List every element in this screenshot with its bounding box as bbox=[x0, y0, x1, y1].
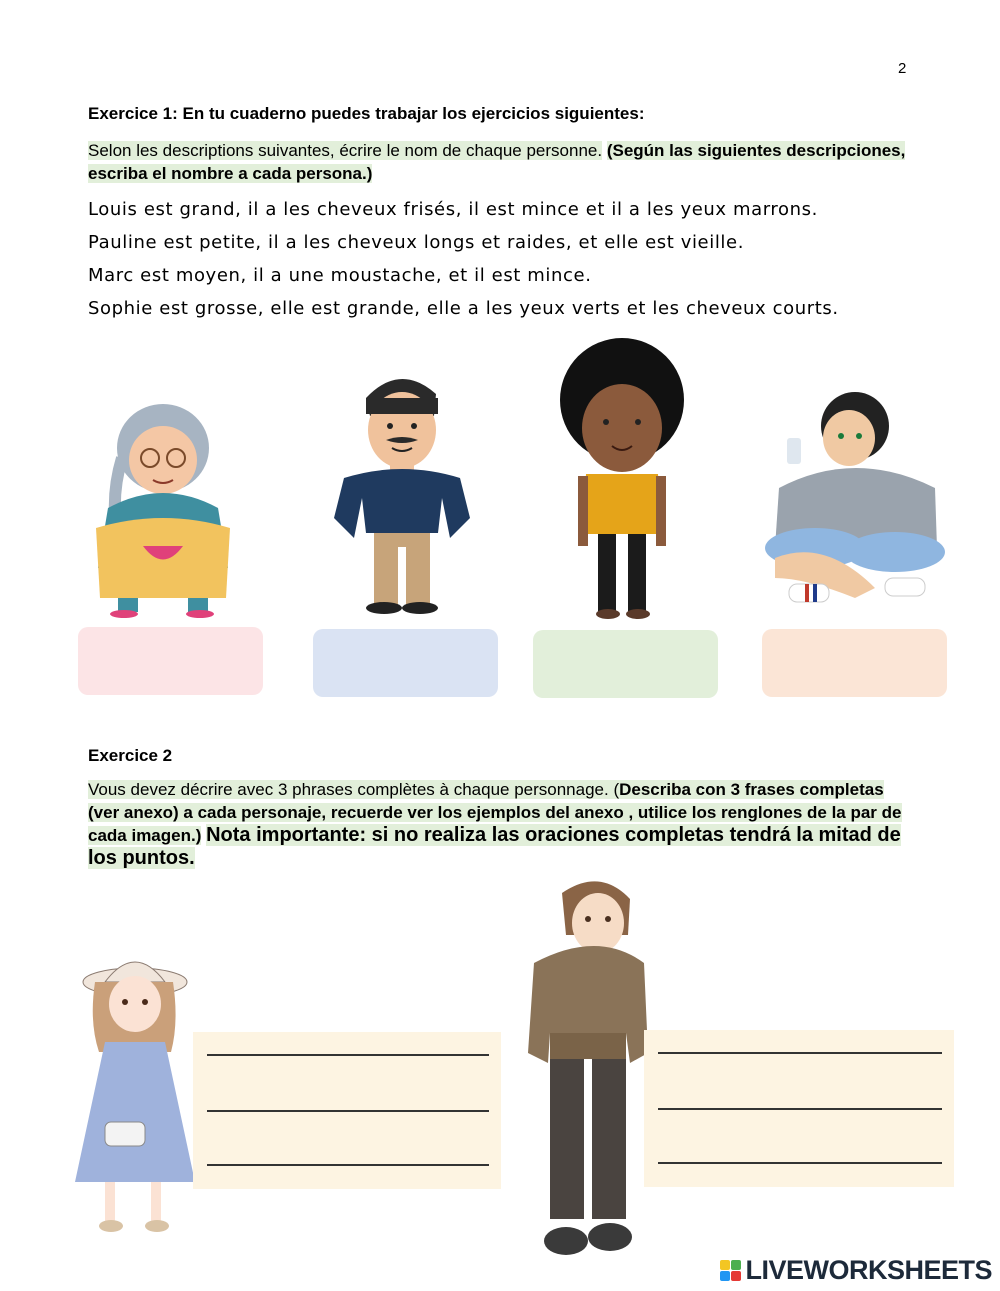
logo-square-3 bbox=[720, 1271, 730, 1281]
exercise1-instruction bbox=[88, 139, 910, 185]
exercise2-instruction-es: Describa con 3 frases completas (ver anexo) a cada personaje, recuerde ver los ejemplos del anexo , utilice los renglones de la par de cada imagen.) bbox=[88, 780, 902, 845]
exercise1-instruction-fr: Selon les descriptions suivantes, écrire le nom de chaque personne. bbox=[88, 141, 603, 160]
answer-box-1[interactable] bbox=[78, 627, 263, 695]
writing-line[interactable] bbox=[207, 1110, 489, 1112]
exercise2-instruction bbox=[88, 778, 910, 870]
answer-box-3[interactable] bbox=[533, 630, 718, 698]
sentence-marc: Marc est moyen, il a une moustache, et il est mince. bbox=[88, 265, 592, 286]
logo-square-4 bbox=[731, 1271, 741, 1281]
writing-line[interactable] bbox=[658, 1052, 942, 1054]
answer-box-4[interactable] bbox=[762, 629, 947, 697]
sitting-girl-illustration bbox=[765, 388, 945, 613]
writing-line[interactable] bbox=[207, 1164, 489, 1166]
sentence-sophie: Sophie est grosse, elle est grande, elle a les yeux verts et les cheveux courts. bbox=[88, 298, 839, 319]
liveworksheets-brand bbox=[720, 1255, 992, 1286]
grandmother-illustration bbox=[88, 398, 238, 618]
answer-lines-boy[interactable] bbox=[644, 1030, 954, 1187]
exercise2-note: Nota importante: si no realiza las oraciones completas tendrá la mitad de los puntos. bbox=[88, 824, 901, 869]
liveworksheets-logo-icon bbox=[720, 1260, 741, 1281]
curly-hair-boy-illustration bbox=[558, 334, 688, 620]
logo-square-2 bbox=[731, 1260, 741, 1270]
page-number: 2 bbox=[898, 60, 907, 77]
exercise1-title: Exercice 1: En tu cuaderno puedes trabajar los ejercicios siguientes: bbox=[88, 104, 645, 123]
exercise1-instruction-es: (Según las siguientes descripciones, escriba el nombre a cada persona.) bbox=[88, 141, 906, 183]
sentence-louis: Louis est grand, il a les cheveux frisés, il est mince et il a les yeux marrons. bbox=[88, 199, 818, 220]
writing-line[interactable] bbox=[658, 1162, 942, 1164]
boy-in-hoodie-illustration bbox=[520, 873, 655, 1265]
logo-square-1 bbox=[720, 1260, 730, 1270]
girl-with-hat-illustration bbox=[55, 942, 210, 1242]
exercise2-instruction-fr: Vous devez décrire avec 3 phrases complètes à chaque personnage. ( bbox=[88, 780, 620, 799]
writing-line[interactable] bbox=[658, 1108, 942, 1110]
writing-line[interactable] bbox=[207, 1054, 489, 1056]
man-with-moustache-illustration bbox=[330, 368, 475, 618]
sentence-pauline: Pauline est petite, il a les cheveux longs et raides, et elle est vieille. bbox=[88, 232, 745, 253]
answer-box-2[interactable] bbox=[313, 629, 498, 697]
brand-name: LIVEWORKSHEETS bbox=[745, 1255, 992, 1285]
exercise2-title: Exercice 2 bbox=[88, 746, 173, 765]
answer-lines-girl[interactable] bbox=[193, 1032, 501, 1189]
